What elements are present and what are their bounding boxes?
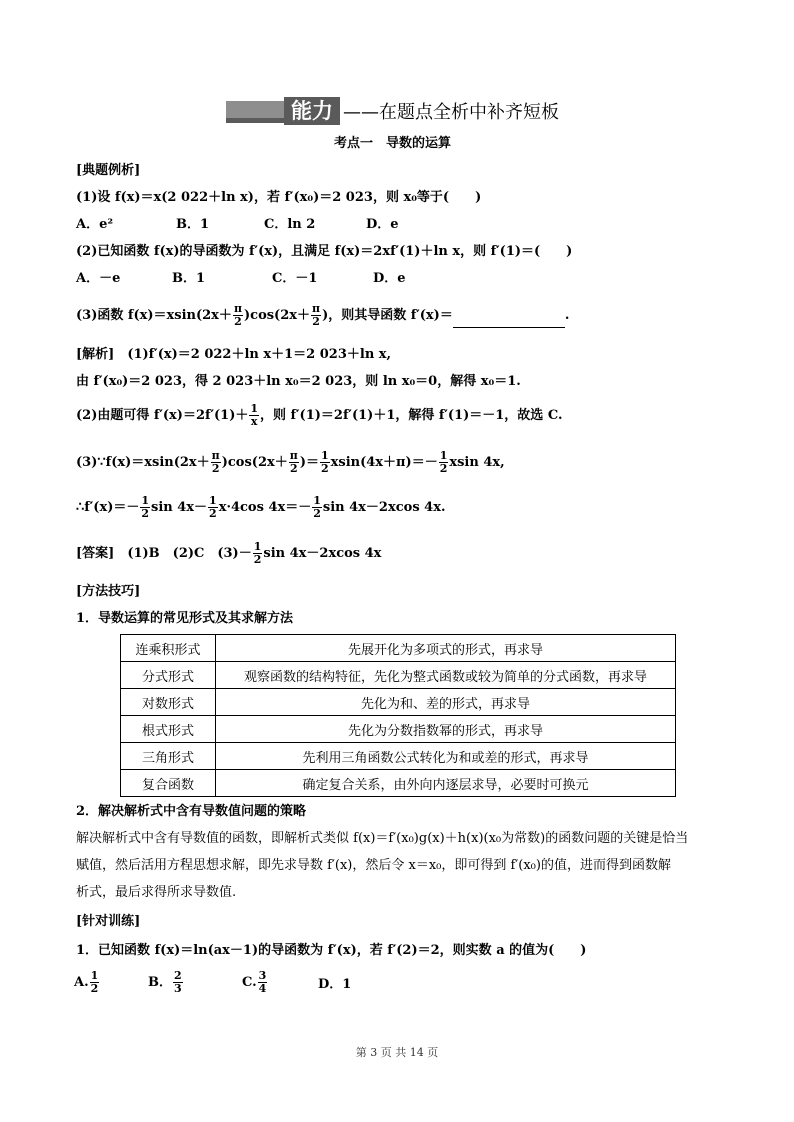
question-2: (2)已知函数 f(x)的导函数为 f′(x)，且满足 f(x)＝2xf′(1)＋ln x，则 f′(1)＝( ) [76,244,573,259]
method-2-line-2: 赋值，然后活用方程思想求解，即先求导数 f′(x)，然后令 x＝x₀，即可得到 f′(x₀)的值，进而得到函数解 [76,858,671,873]
table-cell-form: 三角形式 [121,743,216,770]
heading-method: [方法技巧] [76,584,141,599]
q1-option-c: C．ln 2 [264,217,316,232]
table-row [121,716,676,743]
banner-title: ——在题点全析中补齐短板 [343,102,559,123]
section-title: 考点一 导数的运算 [334,136,452,151]
q2-option-a: A．－e [76,271,121,286]
method-2-title: 2．解决解析式中含有导数值问题的策略 [76,804,307,819]
solution-line-1: [解析] (1)f′(x)＝2 022＋ln x＋1＝2 023＋ln x, [76,347,392,362]
solution-line-4: (3)∵f(x)＝xsin(2x＋ $\frac{\pi}{2}$ )cos(2x＋ $\frac{\pi}{2}$ )＝ $\frac{1}{2}$ xsin(4x＋π)＝－ $\frac{1}{2}$ xsin 4x, [76,449,505,475]
page-footer: 第 3 页 共 14 页 [355,1046,439,1059]
table-cell-method: 确定复合关系，由外向内逐层求导，必要时可换元 [216,770,676,797]
table-cell-method: 先展开化为多项式的形式，再求导 [216,635,676,662]
solution-line-5: ∴f′(x)＝－ $\frac{1}{2}$ sin 4x－ $\frac{1}{2}$ x·4cos 4x＝－ $\frac{1}{2}$ sin 4x－2xcos 4x. [76,494,446,520]
table-cell-method: 先化为和、差的形式，再求导 [216,689,676,716]
table-cell-form: 根式形式 [121,716,216,743]
answer-line: [答案] (1)B (2)C (3)－ $\frac{1}{2}$ sin 4x－2xcos 4x [76,540,382,566]
question-1: (1)设 f(x)＝x(2 022＋ln x)，若 f′(x₀)＝2 023，则 x₀等于( ) [76,190,482,205]
solution-line-2: 由 f′(x₀)＝2 023，得 2 023＋ln x₀＝2 023，则 ln x₀＝0，解得 x₀＝1. [76,374,521,389]
table-cell-form: 对数形式 [121,689,216,716]
table-row [121,635,676,662]
q2-option-b: B．1 [172,271,206,286]
table-cell-method: 先化为分数指数幂的形式，再求导 [216,716,676,743]
banner-decor-bar-dark [226,118,284,123]
p1-option-a: A. $\frac{1}{2}$ [74,969,99,995]
table-cell-form: 分式形式 [121,662,216,689]
p1-option-c: C. $\frac{3}{4}$ [242,969,267,995]
practice-question-1: 1．已知函数 f(x)＝ln(ax－1)的导函数为 f′(x)，若 f′(2)＝2，则实数 a 的值为( ) [76,943,587,958]
q1-option-b: B．1 [176,217,210,232]
fraction-1-over-x: $\frac{1}{x}$ [250,402,259,428]
fraction-pi-over-2: $\frac{\pi}{2}$ [312,302,321,328]
banner-label: 能力 [284,97,340,125]
method-1-title: 1．导数运算的常见形式及其求解方法 [76,611,294,626]
table-row [121,662,676,689]
table-row [121,689,676,716]
fraction-pi-over-2: $\frac{\pi}{2}$ [233,302,242,328]
table-cell-method: 观察函数的结构特征，先化为整式函数或较为简单的分式函数，再求导 [216,662,676,689]
method-2-line-1: 解决解析式中含有导数值的函数，即解析式类似 f(x)＝f′(x₀)g(x)＋h(x)(x₀为常数)的函数问题的关键是恰当 [76,831,689,846]
table-row [121,743,676,770]
answer-blank [453,313,565,328]
solution-line-3: (2)由题可得 f′(x)＝2f′(1)＋ $\frac{1}{x}$ ，则 f′(1)＝2f′(1)＋1，解得 f′(1)＝－1，故选 C. [76,402,563,428]
heading-example: [典题例析] [76,163,141,178]
p1-option-b: B． $\frac{2}{3}$ [148,969,182,995]
table-cell-form: 连乘积形式 [121,635,216,662]
method-2-line-3: 析式，最后求得所求导数值. [76,885,237,900]
q1-option-a: A．e² [76,217,114,232]
methods-table [120,634,676,797]
question-3: (3)函数 f(x)＝xsin(2x＋ $\frac{\pi}{2}$ )cos(2x＋ $\frac{\pi}{2}$ )，则其导函数 f′(x)＝ . [76,302,570,328]
q1-option-d: D．e [366,217,399,232]
table-row [121,770,676,797]
q2-option-c: C．－1 [272,271,318,286]
table-cell-method: 先利用三角函数公式转化为和或差的形式，再求导 [216,743,676,770]
heading-practice: [针对训练] [76,914,141,929]
q2-option-d: D．e [373,271,406,286]
table-cell-form: 复合函数 [121,770,216,797]
p1-option-d: D．1 [318,977,352,992]
